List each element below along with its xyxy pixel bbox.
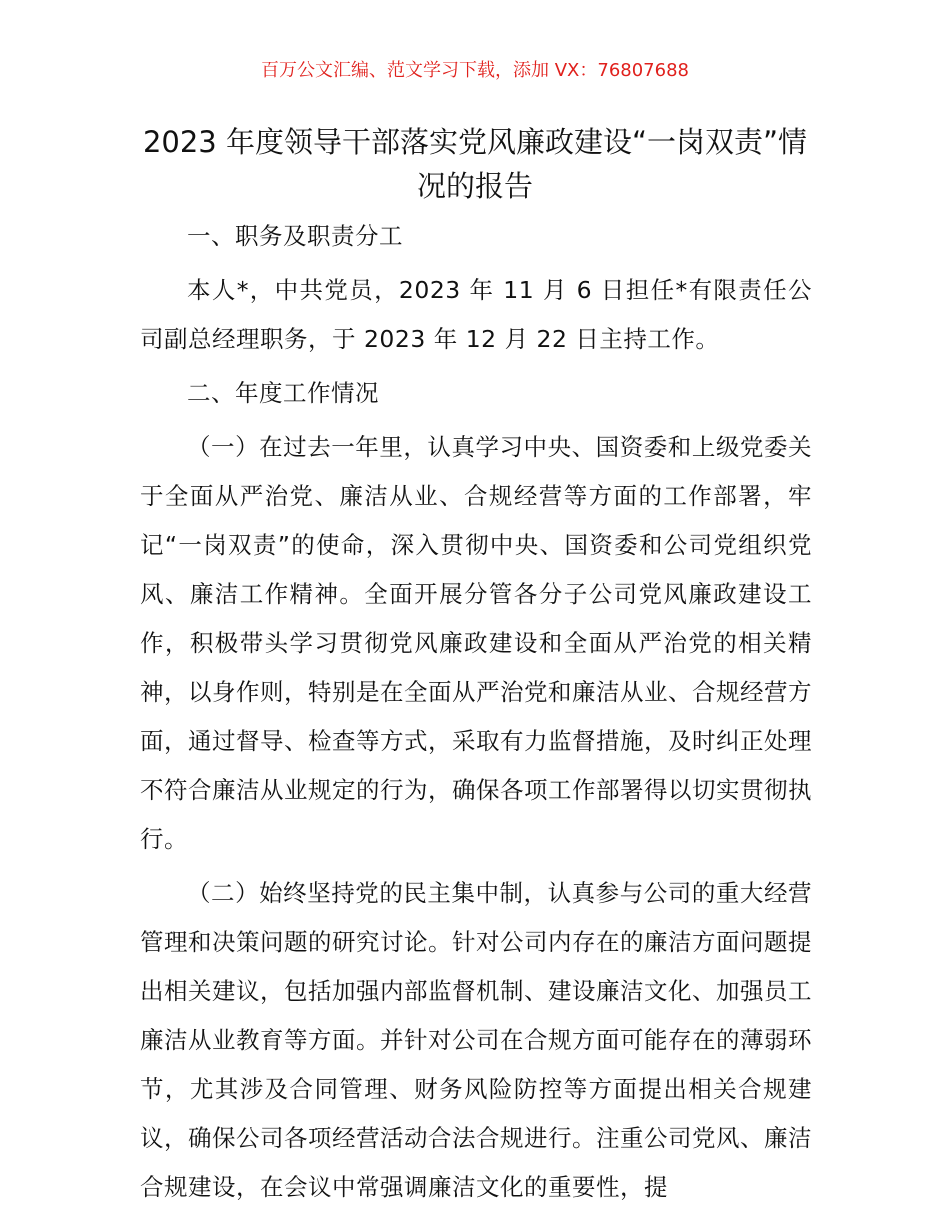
section-heading-1: 一、职务及职责分工 [187, 222, 403, 250]
paragraph-work-1: （一）在过去一年里，认真学习中央、国资委和上级党委关于全面从严治党、廉洁从业、合规经营等方面的工作部署，牢记“一岗双责”的使命，深入贯彻中央、国资委和公司党组织党风、廉洁工作精神。全面开展分管各分子公司党风廉政建设工作，积极带头学习贯彻党风廉政建设和全面从严治党的相关精神，以身作则，特别是在全面从严治党和廉洁从业、合规经营方面，通过督导、检查等方式，采取有力监督措施，及时纠正处理不符合廉洁从业规定的行为，确保各项工作部署得以切实贯彻执行。 [140, 433, 812, 853]
document-body [140, 212, 812, 1212]
section-heading-2: 二、年度工作情况 [187, 379, 379, 407]
watermark-banner: 百万公文汇编、范文学习下载，添加 VX：76807688 [261, 60, 689, 81]
paragraph-work-2: （二）始终坚持党的民主集中制，认真参与公司的重大经营管理和决策问题的研究讨论。针对公司内存在的廉洁方面问题提出相关建议，包括加强内部监督机制、建设廉洁文化、加强员工廉洁从业教育等方面。并针对公司在合规方面可能存在的薄弱环节，尤其涉及合同管理、财务风险防控等方面提出相关合规建议，确保公司各项经营活动合法合规进行。注重公司党风、廉洁合规建设，在会议中常强调廉洁文化的重要性，提 [140, 879, 812, 1201]
document-title: 2023 年度领导干部落实党风廉政建设“一岗双责”情况的报告 [142, 125, 808, 203]
paragraph-duty: 本人*，中共党员，2023 年 11 月 6 日担任*有限责任公司副总经理职务，于 2023 年 12 月 22 日主持工作。 [140, 276, 812, 353]
